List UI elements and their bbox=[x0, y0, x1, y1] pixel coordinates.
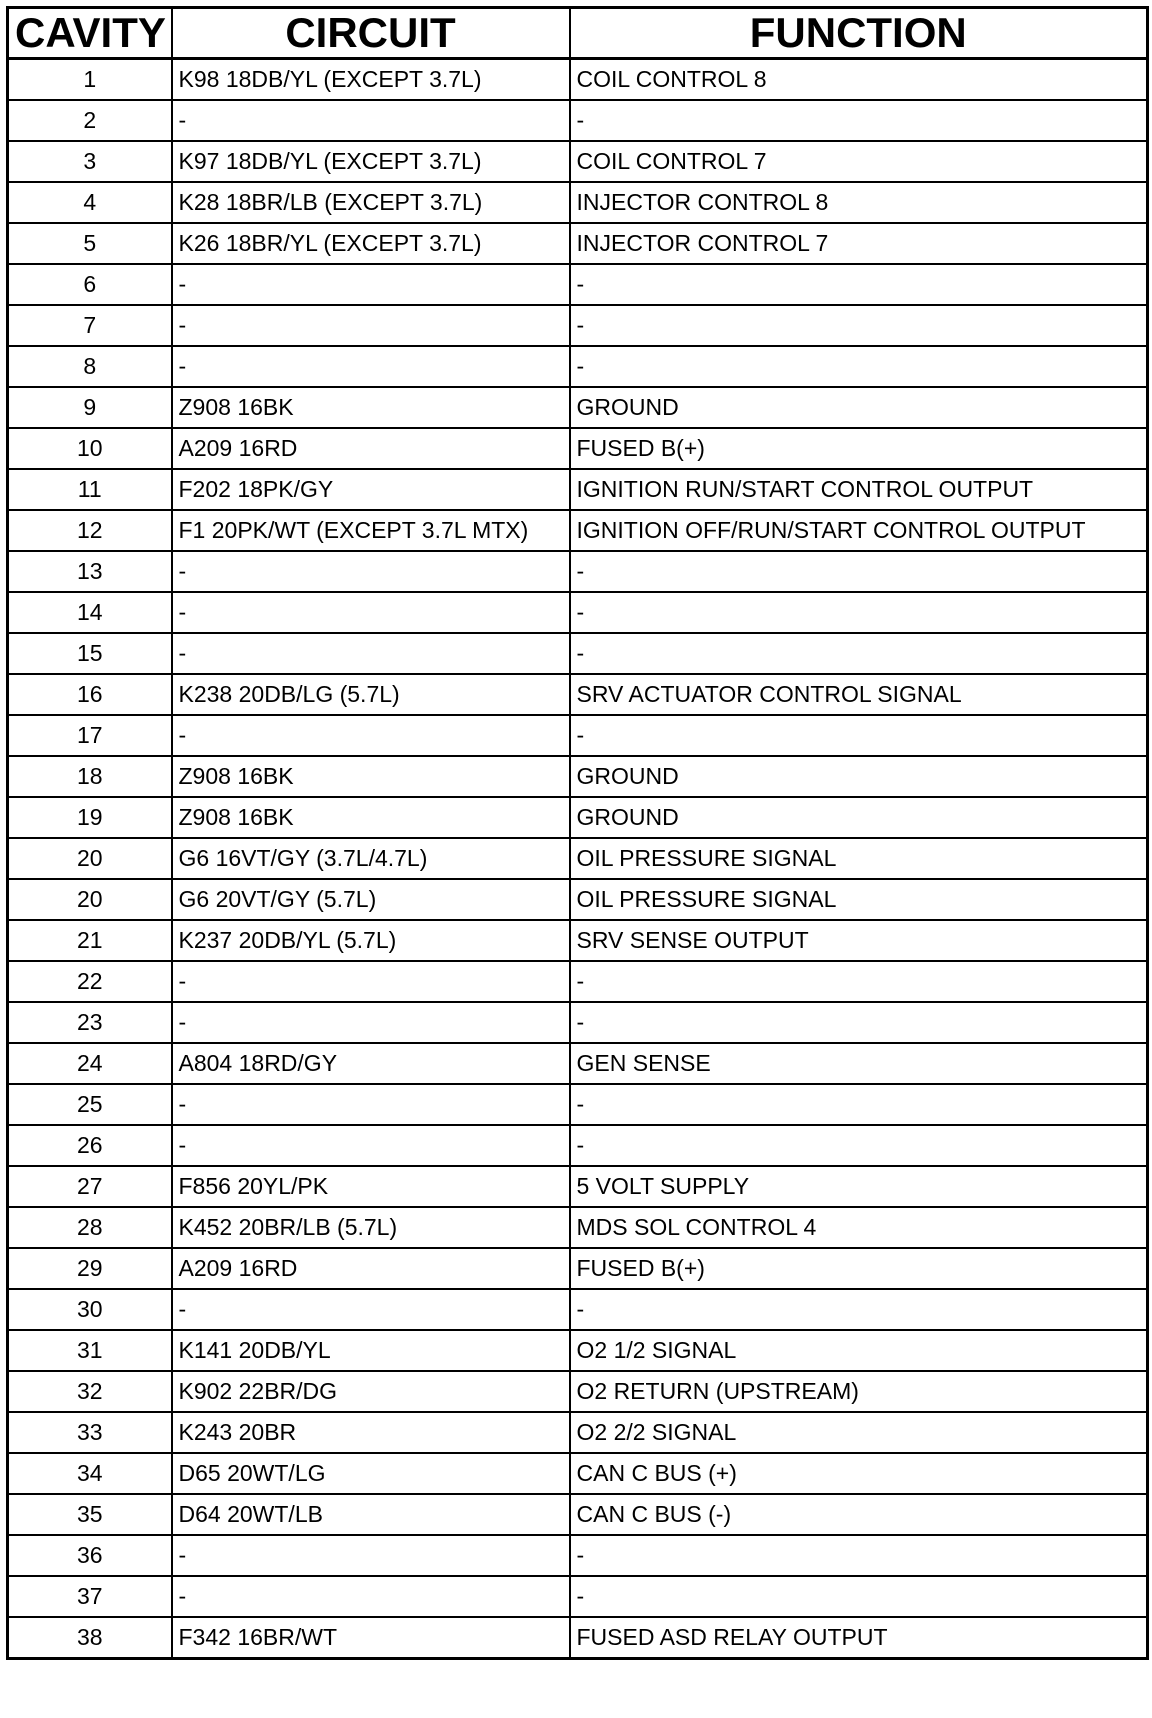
cavity-cell: 31 bbox=[8, 1330, 172, 1371]
circuit-cell: - bbox=[172, 551, 570, 592]
function-cell: SRV SENSE OUTPUT bbox=[570, 920, 1148, 961]
header-row bbox=[8, 8, 1148, 59]
function-cell: - bbox=[570, 305, 1148, 346]
table-row bbox=[8, 469, 1148, 510]
function-cell: GROUND bbox=[570, 797, 1148, 838]
function-cell: - bbox=[570, 551, 1148, 592]
function-cell: - bbox=[570, 592, 1148, 633]
function-cell: SRV ACTUATOR CONTROL SIGNAL bbox=[570, 674, 1148, 715]
header-function: FUNCTION bbox=[570, 8, 1148, 59]
cavity-cell: 23 bbox=[8, 1002, 172, 1043]
circuit-cell: - bbox=[172, 264, 570, 305]
table-row bbox=[8, 1207, 1148, 1248]
circuit-cell: - bbox=[172, 961, 570, 1002]
table-row bbox=[8, 1330, 1148, 1371]
function-cell: O2 1/2 SIGNAL bbox=[570, 1330, 1148, 1371]
table-row bbox=[8, 961, 1148, 1002]
cavity-cell: 6 bbox=[8, 264, 172, 305]
function-cell: 5 VOLT SUPPLY bbox=[570, 1166, 1148, 1207]
cavity-cell: 28 bbox=[8, 1207, 172, 1248]
cavity-cell: 8 bbox=[8, 346, 172, 387]
cavity-cell: 26 bbox=[8, 1125, 172, 1166]
table-row bbox=[8, 1535, 1148, 1576]
function-cell: - bbox=[570, 1535, 1148, 1576]
circuit-cell: K98 18DB/YL (EXCEPT 3.7L) bbox=[172, 59, 570, 101]
cavity-cell: 3 bbox=[8, 141, 172, 182]
circuit-cell: - bbox=[172, 1535, 570, 1576]
table-row bbox=[8, 756, 1148, 797]
cavity-cell: 21 bbox=[8, 920, 172, 961]
table-row bbox=[8, 1576, 1148, 1617]
circuit-cell: - bbox=[172, 346, 570, 387]
table-row bbox=[8, 59, 1148, 101]
table-row bbox=[8, 1412, 1148, 1453]
circuit-cell: - bbox=[172, 1576, 570, 1617]
function-cell: OIL PRESSURE SIGNAL bbox=[570, 838, 1148, 879]
cavity-cell: 20 bbox=[8, 879, 172, 920]
cavity-cell: 27 bbox=[8, 1166, 172, 1207]
circuit-cell: - bbox=[172, 1289, 570, 1330]
cavity-cell: 5 bbox=[8, 223, 172, 264]
function-cell: - bbox=[570, 1002, 1148, 1043]
table-row bbox=[8, 1371, 1148, 1412]
circuit-cell: G6 16VT/GY (3.7L/4.7L) bbox=[172, 838, 570, 879]
circuit-cell: A804 18RD/GY bbox=[172, 1043, 570, 1084]
cavity-cell: 33 bbox=[8, 1412, 172, 1453]
circuit-cell: K28 18BR/LB (EXCEPT 3.7L) bbox=[172, 182, 570, 223]
function-cell: IGNITION OFF/RUN/START CONTROL OUTPUT bbox=[570, 510, 1148, 551]
circuit-cell: K238 20DB/LG (5.7L) bbox=[172, 674, 570, 715]
cavity-cell: 9 bbox=[8, 387, 172, 428]
function-cell: GROUND bbox=[570, 387, 1148, 428]
cavity-cell: 2 bbox=[8, 100, 172, 141]
table-row bbox=[8, 510, 1148, 551]
connector-pinout-table bbox=[6, 6, 1149, 1660]
table-row bbox=[8, 1289, 1148, 1330]
circuit-cell: K237 20DB/YL (5.7L) bbox=[172, 920, 570, 961]
circuit-cell: F856 20YL/PK bbox=[172, 1166, 570, 1207]
table-row bbox=[8, 141, 1148, 182]
circuit-cell: K452 20BR/LB (5.7L) bbox=[172, 1207, 570, 1248]
cavity-cell: 7 bbox=[8, 305, 172, 346]
function-cell: CAN C BUS (-) bbox=[570, 1494, 1148, 1535]
cavity-cell: 34 bbox=[8, 1453, 172, 1494]
table-row bbox=[8, 428, 1148, 469]
table-row bbox=[8, 797, 1148, 838]
cavity-cell: 30 bbox=[8, 1289, 172, 1330]
circuit-cell: - bbox=[172, 1125, 570, 1166]
function-cell: O2 RETURN (UPSTREAM) bbox=[570, 1371, 1148, 1412]
function-cell: O2 2/2 SIGNAL bbox=[570, 1412, 1148, 1453]
cavity-cell: 19 bbox=[8, 797, 172, 838]
circuit-cell: - bbox=[172, 633, 570, 674]
header-cavity: CAVITY bbox=[8, 8, 172, 59]
cavity-cell: 25 bbox=[8, 1084, 172, 1125]
table-row bbox=[8, 551, 1148, 592]
circuit-cell: D64 20WT/LB bbox=[172, 1494, 570, 1535]
cavity-cell: 15 bbox=[8, 633, 172, 674]
circuit-cell: K243 20BR bbox=[172, 1412, 570, 1453]
table-header bbox=[8, 8, 1148, 59]
circuit-cell: Z908 16BK bbox=[172, 387, 570, 428]
function-cell: CAN C BUS (+) bbox=[570, 1453, 1148, 1494]
cavity-cell: 37 bbox=[8, 1576, 172, 1617]
table-row bbox=[8, 1248, 1148, 1289]
function-cell: COIL CONTROL 7 bbox=[570, 141, 1148, 182]
cavity-cell: 11 bbox=[8, 469, 172, 510]
function-cell: - bbox=[570, 715, 1148, 756]
table-row bbox=[8, 1125, 1148, 1166]
circuit-cell: - bbox=[172, 1002, 570, 1043]
table-row bbox=[8, 264, 1148, 305]
cavity-cell: 1 bbox=[8, 59, 172, 101]
table-row bbox=[8, 1494, 1148, 1535]
circuit-cell: K97 18DB/YL (EXCEPT 3.7L) bbox=[172, 141, 570, 182]
cavity-cell: 17 bbox=[8, 715, 172, 756]
function-cell: GEN SENSE bbox=[570, 1043, 1148, 1084]
table-row bbox=[8, 1166, 1148, 1207]
circuit-cell: - bbox=[172, 1084, 570, 1125]
cavity-cell: 35 bbox=[8, 1494, 172, 1535]
circuit-cell: D65 20WT/LG bbox=[172, 1453, 570, 1494]
function-cell: - bbox=[570, 1576, 1148, 1617]
circuit-cell: - bbox=[172, 305, 570, 346]
circuit-cell: K26 18BR/YL (EXCEPT 3.7L) bbox=[172, 223, 570, 264]
table-row bbox=[8, 592, 1148, 633]
function-cell: - bbox=[570, 633, 1148, 674]
cavity-cell: 29 bbox=[8, 1248, 172, 1289]
circuit-cell: F1 20PK/WT (EXCEPT 3.7L MTX) bbox=[172, 510, 570, 551]
table-row bbox=[8, 1617, 1148, 1659]
table-row bbox=[8, 1084, 1148, 1125]
cavity-cell: 38 bbox=[8, 1617, 172, 1659]
circuit-cell: Z908 16BK bbox=[172, 756, 570, 797]
table-row bbox=[8, 305, 1148, 346]
function-cell: - bbox=[570, 961, 1148, 1002]
table-row bbox=[8, 387, 1148, 428]
function-cell: - bbox=[570, 100, 1148, 141]
circuit-cell: - bbox=[172, 715, 570, 756]
cavity-cell: 20 bbox=[8, 838, 172, 879]
table-row bbox=[8, 674, 1148, 715]
circuit-cell: K902 22BR/DG bbox=[172, 1371, 570, 1412]
function-cell: - bbox=[570, 1125, 1148, 1166]
circuit-cell: A209 16RD bbox=[172, 428, 570, 469]
function-cell: - bbox=[570, 1289, 1148, 1330]
table-body bbox=[8, 59, 1148, 1659]
cavity-cell: 18 bbox=[8, 756, 172, 797]
function-cell: INJECTOR CONTROL 8 bbox=[570, 182, 1148, 223]
table-row bbox=[8, 1453, 1148, 1494]
table-row bbox=[8, 1002, 1148, 1043]
cavity-cell: 36 bbox=[8, 1535, 172, 1576]
cavity-cell: 16 bbox=[8, 674, 172, 715]
table-row bbox=[8, 1043, 1148, 1084]
header-circuit: CIRCUIT bbox=[172, 8, 570, 59]
cavity-cell: 4 bbox=[8, 182, 172, 223]
circuit-cell: K141 20DB/YL bbox=[172, 1330, 570, 1371]
cavity-cell: 10 bbox=[8, 428, 172, 469]
cavity-cell: 24 bbox=[8, 1043, 172, 1084]
cavity-cell: 22 bbox=[8, 961, 172, 1002]
table-row bbox=[8, 920, 1148, 961]
circuit-cell: A209 16RD bbox=[172, 1248, 570, 1289]
function-cell: OIL PRESSURE SIGNAL bbox=[570, 879, 1148, 920]
circuit-cell: G6 20VT/GY (5.7L) bbox=[172, 879, 570, 920]
cavity-cell: 14 bbox=[8, 592, 172, 633]
table-row bbox=[8, 100, 1148, 141]
function-cell: IGNITION RUN/START CONTROL OUTPUT bbox=[570, 469, 1148, 510]
function-cell: INJECTOR CONTROL 7 bbox=[570, 223, 1148, 264]
function-cell: FUSED ASD RELAY OUTPUT bbox=[570, 1617, 1148, 1659]
table-row bbox=[8, 223, 1148, 264]
cavity-cell: 32 bbox=[8, 1371, 172, 1412]
cavity-cell: 13 bbox=[8, 551, 172, 592]
circuit-cell: Z908 16BK bbox=[172, 797, 570, 838]
circuit-cell: F342 16BR/WT bbox=[172, 1617, 570, 1659]
table-row bbox=[8, 346, 1148, 387]
table-row bbox=[8, 715, 1148, 756]
function-cell: COIL CONTROL 8 bbox=[570, 59, 1148, 101]
function-cell: GROUND bbox=[570, 756, 1148, 797]
circuit-cell: - bbox=[172, 592, 570, 633]
table-row bbox=[8, 182, 1148, 223]
function-cell: FUSED B(+) bbox=[570, 428, 1148, 469]
circuit-cell: - bbox=[172, 100, 570, 141]
function-cell: - bbox=[570, 346, 1148, 387]
function-cell: FUSED B(+) bbox=[570, 1248, 1148, 1289]
table-row bbox=[8, 838, 1148, 879]
circuit-cell: F202 18PK/GY bbox=[172, 469, 570, 510]
function-cell: - bbox=[570, 1084, 1148, 1125]
table-row bbox=[8, 879, 1148, 920]
table-row bbox=[8, 633, 1148, 674]
cavity-cell: 12 bbox=[8, 510, 172, 551]
function-cell: - bbox=[570, 264, 1148, 305]
function-cell: MDS SOL CONTROL 4 bbox=[570, 1207, 1148, 1248]
